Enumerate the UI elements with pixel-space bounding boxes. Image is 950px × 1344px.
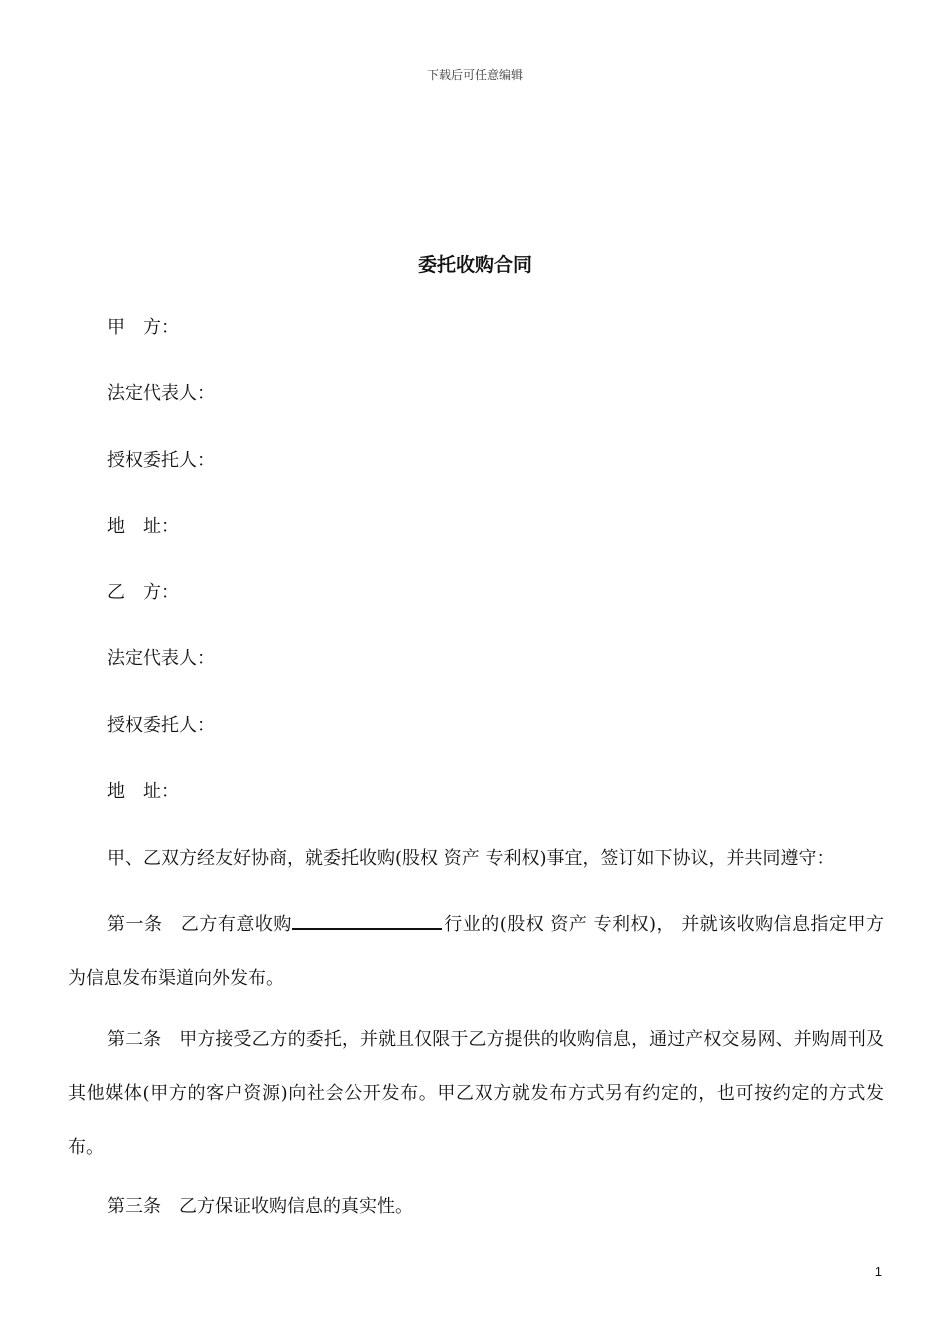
- article-1-suffix: 行业的(股权 资产 专利权)， 并就该收购信息指定甲方为信息发布渠道向外发布。: [68, 914, 884, 989]
- header-note: 下载后可任意编辑: [426, 68, 523, 82]
- party-a-label: 甲 方：: [107, 317, 179, 338]
- document-title: 委托收购合同: [417, 254, 532, 276]
- party-b-authorized-agent: 授权委托人：: [107, 715, 215, 736]
- party-b-label: 乙 方：: [107, 582, 179, 603]
- page-number: 1: [874, 1264, 882, 1279]
- party-b-legal-rep: 法定代表人：: [107, 648, 215, 669]
- article-2-paragraph: 第二条 甲方接受乙方的委托，并就且仅限于乙方提供的收购信息，通过产权交易网、并购周刊及其他媒体(甲方的客户资源)向社会公开发布。甲乙双方就发布方式另有约定的，也可按约定的方式发布。: [68, 1029, 884, 1158]
- fill-in-blank-line: [292, 914, 442, 930]
- party-b-address: 地 址：: [107, 781, 179, 802]
- party-a-authorized-agent: 授权委托人：: [107, 450, 215, 471]
- party-a-address: 地 址：: [107, 516, 179, 537]
- article-1-prefix: 第一条 乙方有意收购: [107, 914, 292, 935]
- article-1-paragraph: [68, 898, 884, 1006]
- party-a-legal-rep: 法定代表人：: [107, 383, 215, 404]
- article-3-paragraph: 第三条 乙方保证收购信息的真实性。: [107, 1196, 413, 1217]
- preamble-paragraph: 甲、乙双方经友好协商，就委托收购(股权 资产 专利权)事宜，签订如下协议，并共同遵守：: [107, 848, 835, 869]
